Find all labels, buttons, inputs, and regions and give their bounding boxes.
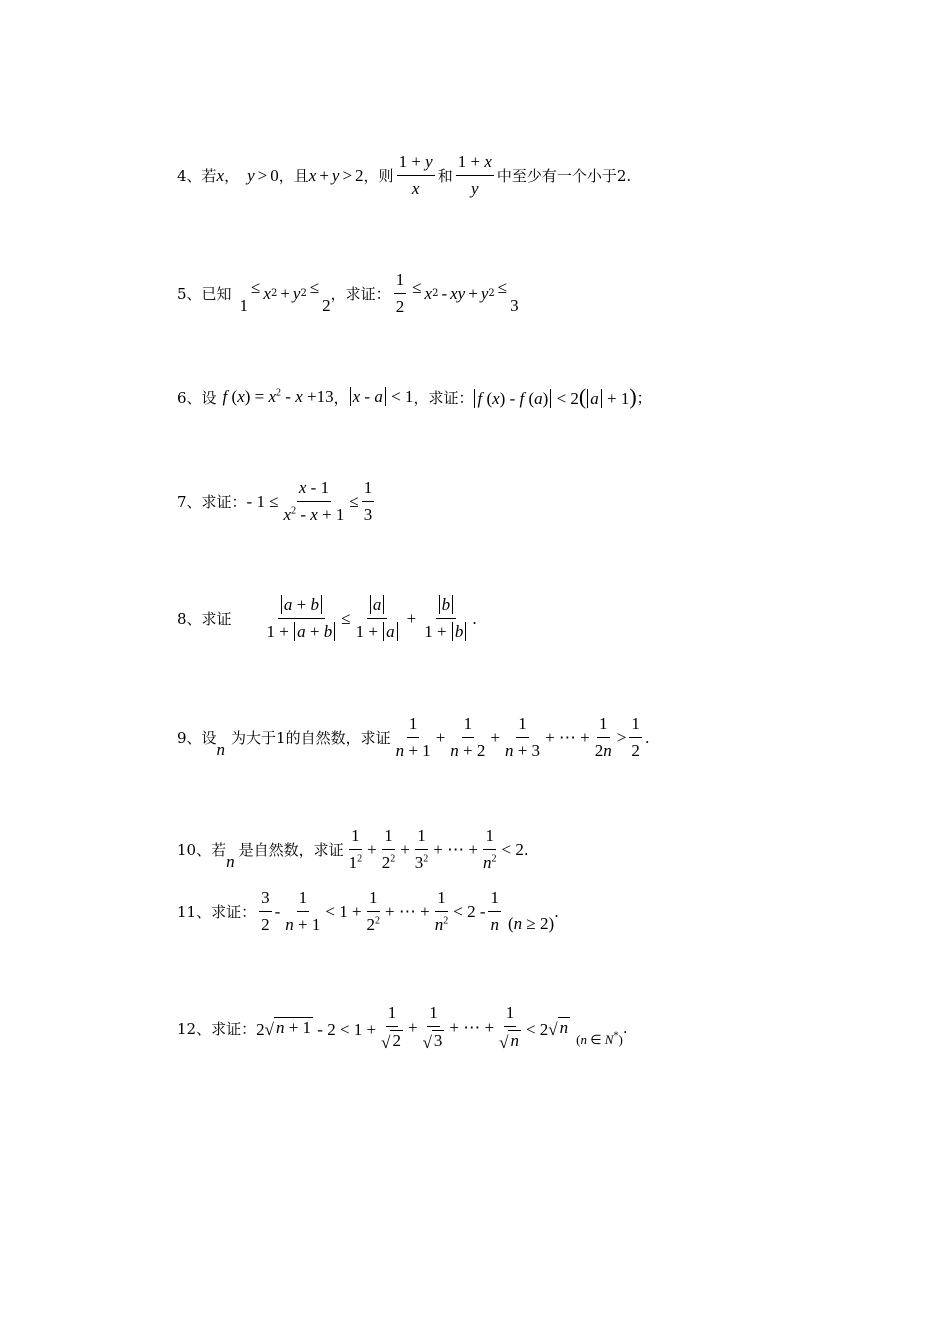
fraction: 1 √ 2 [381, 1003, 401, 1052]
fraction: $\frac{1}{n + 3}$ [504, 714, 541, 760]
fraction: $\frac{a}{1 + a}$ [354, 595, 401, 642]
problem-label: 12、求证： [177, 1019, 257, 1038]
problem-text: ，求证： [413, 388, 474, 407]
problem-label: 10、若 [177, 841, 227, 859]
fraction: $\frac{1}{n^2}$ [434, 888, 449, 934]
fraction: 1 √ n [499, 1003, 519, 1052]
problem-text: ，则 [363, 167, 394, 185]
fraction: $\frac{1 + y}{x}$ [398, 152, 433, 198]
problem-text: . [523, 840, 529, 859]
fraction: $\frac{1}{2^2}$ [366, 888, 381, 934]
problem-5: 5、已知 1 ≤ x 2 + y 2 ≤ 2 ，求证： $\frac{1}{2}$ ≤ x 2 - xy + y 2 ≤ 3 [177, 270, 519, 316]
problem-text: ； [636, 388, 652, 407]
problem-8: 8、求证 $\frac{a + b}{1 + a + b}$ ≤ $\frac{a}{1 + a}$ + $\frac{b}{1 + b}$ . [177, 595, 477, 641]
fraction: $\frac{3}{2}$ [261, 888, 270, 934]
fraction: $\frac{1}{2^2}$ [381, 826, 396, 872]
fraction: $\frac{1 + x}{y}$ [457, 152, 492, 198]
fraction: $\frac{1}{n^2}$ [482, 826, 497, 872]
problem-4: 4、若 x ， y > 0 ，且 x + y > 2 ，则 $\frac{1 + y}{x}$ 和 $\frac{1 + x}{y}$ 中至少有一个小于2. [177, 152, 632, 198]
problem-label: 9、设 [177, 729, 217, 747]
fraction: $\frac{1}{2n}$ [594, 714, 612, 760]
problem-7: 7、求证： - 1 ≤ $\frac{x - 1}{x^2 - x + 1}$ ≤ $\frac{1}{3}$ [177, 478, 373, 524]
problem-text: . [644, 728, 650, 747]
problem-6: 6、设 f $(x) = x^2 - x +13$ ， x - a < 1 ，求证： f (x) - f (a) < 2( a + 1) ； [177, 384, 652, 409]
problem-10: 10、若 n 是自然数，求证 $\frac{1}{1^2}$ + $\frac{1}{2^2}$ + $\frac{1}{3^2}$ + ⋯ + $\frac{1}{n^2}$ < 2 . [177, 826, 529, 872]
fraction: $\frac{a + b}{1 + a + b}$ [265, 595, 339, 642]
fraction: $\frac{x - 1}{x^2 - x + 1}$ [283, 478, 345, 524]
problem-12: 12、求证： 2 √ n + 1 - 2 < 1 + 1 √ 2 + 1 √ 3 + ⋯ + 1 √ n < 2 √ n (n ∈ N*) . [177, 1003, 628, 1052]
problem-11: 11、求证： $\frac{3}{2}$ - $\frac{1}{n + 1}$ < 1 + $\frac{1}{2^2}$ + ⋯ + $\frac{1}{n^2}$ < 2 - $\frac{1}{n}$ (n ≥ 2) . [177, 888, 559, 934]
problem-text: ，且 [278, 167, 309, 185]
fraction: $\frac{1}{2}$ [395, 270, 405, 316]
fraction: $\frac{b}{1 + b}$ [422, 595, 469, 642]
problem-label: 5、已知 [177, 285, 232, 303]
fraction: $\frac{1}{n + 1}$ [395, 714, 431, 760]
fraction: $\frac{1}{1^2}$ [348, 826, 363, 872]
problem-9: 9、设 n 为大于1的自然数，求证 $\frac{1}{n + 1}$ + $\frac{1}{n + 2}$ + $\frac{1}{n + 3}$ + ⋯ + $\frac{1}{2n}$ > $\frac{1}{2}$ . [177, 714, 650, 760]
fraction: $\frac{1}{3^2}$ [414, 826, 429, 872]
problem-text: ，求证： [330, 285, 391, 303]
math-var: x [216, 165, 225, 185]
problem-text: 和 [437, 167, 453, 185]
problem-label: 8、求证 [177, 610, 232, 628]
fraction: $\frac{1}{n + 2}$ [450, 714, 486, 760]
problem-text: 中至少有一个小于2. [496, 167, 632, 185]
problem-text: 是自然数，求证 [238, 841, 344, 859]
fraction: $\frac{1}{2}$ [631, 714, 640, 760]
problem-label: 4、若 [177, 167, 217, 185]
fraction: $\frac{1}{3}$ [363, 478, 373, 524]
problem-label: 7、求证： [177, 493, 247, 511]
problem-text: . [622, 1019, 628, 1037]
problem-label: 11、求证： [177, 903, 257, 921]
problem-label: 6、设 [177, 388, 217, 407]
fraction: 1 √ 3 [422, 1003, 443, 1052]
problem-text: ， [333, 388, 349, 407]
fraction: $\frac{1}{n}$ [490, 888, 499, 934]
fraction: $\frac{1}{n + 1}$ [285, 888, 321, 934]
problem-text: . [554, 902, 559, 921]
math-var: y [247, 165, 255, 185]
problem-text: 为大于1的自然数，求证 [231, 729, 391, 747]
